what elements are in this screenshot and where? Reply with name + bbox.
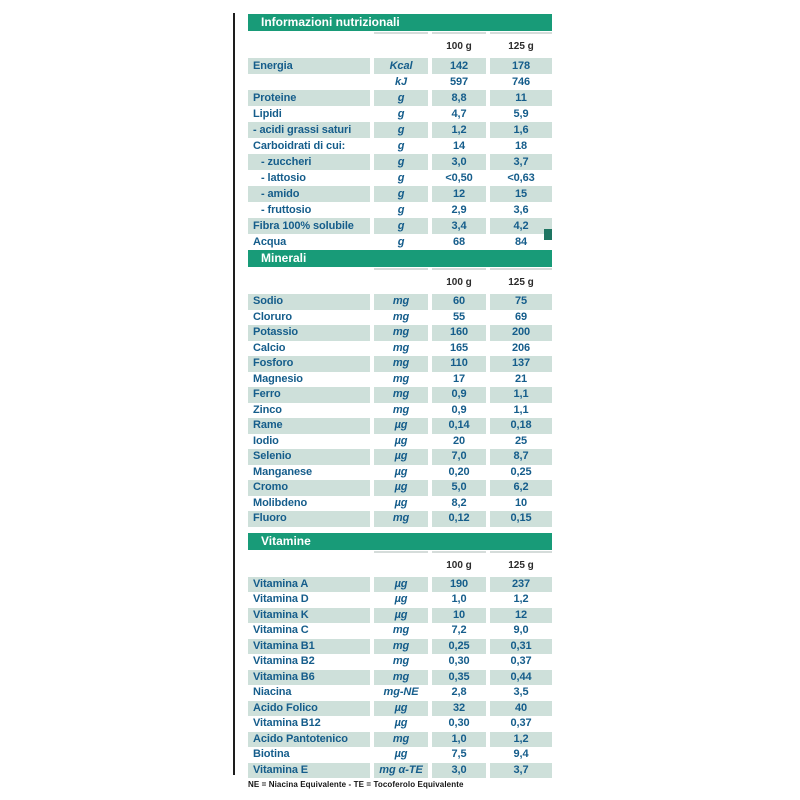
- table-section: [248, 533, 552, 779]
- row-value-100g: 3,4: [432, 218, 486, 234]
- row-name: Biotina: [253, 748, 290, 760]
- row-value-125g: 0,37: [510, 717, 532, 729]
- row-value-100g: 8,2: [451, 496, 467, 509]
- row-value-125g: 1,1: [513, 403, 529, 416]
- row-name: Vitamina B1: [248, 639, 370, 655]
- table-row: [248, 154, 552, 170]
- row-value-125g: 40: [490, 701, 552, 717]
- row-unit: mg α-TE: [374, 763, 428, 779]
- table-row: [248, 122, 552, 138]
- column-header-spacer: [248, 276, 370, 290]
- section-rows: [248, 58, 552, 250]
- row-value-100g: 4,7: [451, 108, 467, 120]
- row-unit: µg: [394, 748, 408, 760]
- row-unit: g: [397, 236, 405, 248]
- row-unit: g: [397, 140, 405, 152]
- row-unit: mg: [374, 387, 428, 403]
- row-value-100g: 0,30: [448, 717, 470, 729]
- row-name: Vitamina B12: [253, 717, 321, 729]
- table-row: [248, 202, 552, 218]
- row-value-125g: 15: [490, 186, 552, 202]
- row-value-100g: 2,9: [451, 204, 467, 216]
- row-value-100g: 2,8: [451, 686, 467, 698]
- row-unit: mg: [392, 655, 410, 667]
- row-value-100g: 1,0: [451, 593, 467, 605]
- row-value-125g: 84: [514, 236, 528, 248]
- table-section: [248, 14, 552, 250]
- column-header-100g: 100 g: [446, 559, 472, 571]
- table-row: [248, 74, 552, 90]
- row-unit: mg: [374, 511, 428, 527]
- column-header-125g: 125 g: [508, 277, 534, 288]
- row-value-100g: 32: [432, 701, 486, 717]
- row-name: Vitamina E: [248, 763, 370, 779]
- table-row: [248, 511, 552, 527]
- row-unit: g: [374, 122, 428, 138]
- row-unit: g: [374, 218, 428, 234]
- row-value-100g: 165: [449, 341, 469, 354]
- row-value-125g: 3,5: [513, 686, 529, 698]
- row-name: Vitamina A: [248, 577, 370, 593]
- row-unit: mg-NE: [383, 686, 419, 698]
- section-title: Minerali: [261, 251, 307, 265]
- row-name: Carboidrati di cui:: [253, 140, 346, 152]
- row-value-100g: 0,25: [432, 639, 486, 655]
- table-row: [248, 218, 552, 234]
- column-header-spacer: [374, 40, 428, 54]
- row-value-125g: 9,4: [513, 748, 529, 760]
- row-unit: mg: [392, 310, 410, 323]
- row-name: Acido Folico: [248, 701, 370, 717]
- table-row: [248, 449, 552, 465]
- row-value-100g: 0,14: [432, 418, 486, 434]
- section-header-bar: [248, 250, 552, 267]
- row-name: Vitamina B6: [248, 670, 370, 686]
- row-unit: mg: [392, 624, 410, 636]
- row-value-100g: 0,30: [448, 655, 470, 667]
- column-header-100g: 100 g: [446, 41, 472, 52]
- row-unit: g: [397, 204, 405, 216]
- column-header-spacer: [374, 559, 428, 573]
- row-value-125g: 6,2: [490, 480, 552, 496]
- footnote: NE = Niacina Equivalente - TE = Tocoferolo Equivalente: [248, 780, 464, 789]
- row-unit: µg: [374, 480, 428, 496]
- row-name: Calcio: [253, 341, 286, 354]
- column-header-row: [248, 40, 552, 54]
- row-unit: g: [374, 154, 428, 170]
- row-unit: g: [374, 90, 428, 106]
- row-name: Vitamina B2: [253, 655, 315, 667]
- row-name: - acidi grassi saturi: [248, 122, 370, 138]
- row-name: Niacina: [253, 686, 292, 698]
- row-value-100g: 110: [432, 356, 486, 372]
- row-unit: µg: [374, 608, 428, 624]
- row-name: Magnesio: [253, 372, 303, 385]
- row-value-125g: 3,6: [513, 204, 529, 216]
- table-row: [248, 716, 552, 732]
- table-row: [248, 170, 552, 186]
- table-row: [248, 356, 552, 372]
- row-unit: µg: [374, 418, 428, 434]
- table-row: [248, 747, 552, 763]
- row-value-100g: 7,2: [451, 624, 467, 636]
- column-header-row: [248, 276, 552, 290]
- column-header-125g: 125 g: [508, 559, 534, 571]
- table-row: [248, 403, 552, 419]
- table-row: [248, 234, 552, 250]
- row-value-125g: 12: [490, 608, 552, 624]
- row-value-125g: 18: [514, 140, 528, 152]
- section-header-bar: [248, 14, 552, 31]
- row-value-125g: 4,2: [490, 218, 552, 234]
- scan-shadow: [248, 32, 552, 34]
- row-name: Potassio: [248, 325, 370, 341]
- table-row: [248, 608, 552, 624]
- row-value-125g: 0,31: [490, 639, 552, 655]
- row-value-125g: 10: [514, 496, 528, 509]
- row-name: Vitamina D: [253, 593, 309, 605]
- table-row: [248, 577, 552, 593]
- scan-shadow: [248, 551, 552, 553]
- row-value-100g: 142: [432, 58, 486, 74]
- row-name: Molibdeno: [253, 496, 308, 509]
- row-name: Vitamina C: [253, 624, 309, 636]
- row-value-125g: 1,6: [490, 122, 552, 138]
- row-value-100g: 7,5: [451, 748, 467, 760]
- row-value-100g: 14: [452, 140, 466, 152]
- row-unit: mg: [374, 639, 428, 655]
- row-value-125g: 0,37: [510, 655, 532, 667]
- row-name: Energia: [248, 58, 370, 74]
- row-value-125g: 1,2: [513, 593, 529, 605]
- row-name: Selenio: [248, 449, 370, 465]
- row-name: - amido: [248, 186, 370, 202]
- table-row: [248, 58, 552, 74]
- section-title: Vitamine: [261, 533, 311, 548]
- row-value-100g: 0,35: [432, 670, 486, 686]
- table-row: [248, 496, 552, 512]
- row-value-100g: 68: [452, 236, 466, 248]
- row-value-100g: 0,9: [451, 403, 467, 416]
- row-name: - zuccheri: [248, 154, 370, 170]
- row-name: Proteine: [248, 90, 370, 106]
- row-value-125g: 0,18: [490, 418, 552, 434]
- nutrition-table: [248, 14, 552, 778]
- table-row: [248, 465, 552, 481]
- row-unit: g: [397, 172, 405, 184]
- row-value-125g: 75: [490, 294, 552, 310]
- column-header-spacer: [374, 276, 428, 290]
- row-value-100g: 60: [432, 294, 486, 310]
- row-name: Fibra 100% solubile: [248, 218, 370, 234]
- row-value-125g: 3,7: [490, 154, 552, 170]
- row-value-100g: 8,8: [432, 90, 486, 106]
- table-row: [248, 763, 552, 779]
- row-value-100g: 7,0: [432, 449, 486, 465]
- row-value-125g: 9,0: [513, 624, 529, 636]
- row-value-100g: 1,0: [432, 732, 486, 748]
- row-name: [248, 74, 370, 90]
- row-value-100g: 0,9: [432, 387, 486, 403]
- table-row: [248, 480, 552, 496]
- section-rows: [248, 294, 552, 527]
- row-unit: µg: [394, 434, 408, 447]
- row-value-100g: 12: [432, 186, 486, 202]
- row-unit: µg: [394, 465, 408, 478]
- column-header-row: [248, 559, 552, 573]
- row-value-100g: 190: [432, 577, 486, 593]
- row-name: - fruttosio: [261, 204, 312, 216]
- table-row: [248, 418, 552, 434]
- row-value-125g: 200: [490, 325, 552, 341]
- section-header-bar: [248, 533, 552, 550]
- row-unit: mg: [392, 372, 410, 385]
- row-name: Zinco: [253, 403, 282, 416]
- row-unit: µg: [374, 577, 428, 593]
- row-name: Manganese: [253, 465, 313, 478]
- row-value-125g: 25: [514, 434, 528, 447]
- row-value-125g: <0,63: [507, 172, 535, 184]
- table-row: [248, 639, 552, 655]
- left-border-line: [233, 13, 235, 775]
- row-value-100g: 597: [449, 76, 469, 88]
- row-value-125g: 0,44: [490, 670, 552, 686]
- row-unit: kJ: [394, 76, 408, 88]
- row-value-125g: 11: [490, 90, 552, 106]
- row-name: - lattosio: [261, 172, 306, 184]
- row-value-100g: 0,20: [448, 465, 470, 478]
- row-name: Acqua: [253, 236, 287, 248]
- section-title: Informazioni nutrizionali: [261, 15, 400, 29]
- table-row: [248, 685, 552, 701]
- row-unit: µg: [394, 593, 408, 605]
- table-row: [248, 623, 552, 639]
- table-row: [248, 186, 552, 202]
- row-unit: g: [397, 108, 405, 120]
- row-value-125g: 1,2: [490, 732, 552, 748]
- table-row: [248, 294, 552, 310]
- row-name: Iodio: [253, 434, 279, 447]
- row-value-100g: 20: [452, 434, 466, 447]
- row-value-100g: 1,2: [432, 122, 486, 138]
- row-value-125g: 237: [490, 577, 552, 593]
- table-row: [248, 592, 552, 608]
- row-value-125g: 5,9: [513, 108, 529, 120]
- row-unit: g: [374, 186, 428, 202]
- row-value-100g: 3,0: [432, 154, 486, 170]
- row-name: Fluoro: [248, 511, 370, 527]
- table-row: [248, 670, 552, 686]
- table-row: [248, 732, 552, 748]
- row-value-100g: 3,0: [432, 763, 486, 779]
- row-value-100g: 55: [452, 310, 466, 323]
- row-value-125g: 1,1: [490, 387, 552, 403]
- row-value-125g: 69: [514, 310, 528, 323]
- table-row: [248, 341, 552, 357]
- row-value-125g: 206: [511, 341, 531, 354]
- row-value-125g: 137: [490, 356, 552, 372]
- row-name: Acido Pantotenico: [248, 732, 370, 748]
- table-row: [248, 372, 552, 388]
- column-header-spacer: [248, 559, 370, 573]
- row-value-125g: 0,25: [510, 465, 532, 478]
- row-name: Sodio: [248, 294, 370, 310]
- row-value-125g: 21: [514, 372, 528, 385]
- table-row: [248, 106, 552, 122]
- row-name: Vitamina K: [248, 608, 370, 624]
- row-name: Cloruro: [253, 310, 293, 323]
- row-value-125g: 0,15: [490, 511, 552, 527]
- row-unit: mg: [374, 356, 428, 372]
- row-value-100g: <0,50: [445, 172, 473, 184]
- row-unit: mg: [374, 670, 428, 686]
- column-header-125g: 125 g: [508, 41, 534, 52]
- table-row: [248, 310, 552, 326]
- row-value-125g: 746: [511, 76, 531, 88]
- row-unit: mg: [392, 403, 410, 416]
- table-section: [248, 250, 552, 527]
- row-unit: µg: [374, 701, 428, 717]
- row-value-100g: 5,0: [432, 480, 486, 496]
- table-row: [248, 325, 552, 341]
- row-name: Cromo: [248, 480, 370, 496]
- row-name: Ferro: [248, 387, 370, 403]
- row-unit: µg: [394, 496, 408, 509]
- row-name: Lipidi: [253, 108, 282, 120]
- row-unit: µg: [394, 717, 408, 729]
- row-unit: Kcal: [374, 58, 428, 74]
- row-value-100g: 10: [432, 608, 486, 624]
- row-value-100g: 17: [452, 372, 466, 385]
- row-unit: mg: [374, 732, 428, 748]
- row-value-100g: 160: [432, 325, 486, 341]
- column-header-100g: 100 g: [446, 277, 472, 288]
- row-value-100g: 0,12: [432, 511, 486, 527]
- table-row: [248, 387, 552, 403]
- row-unit: mg: [374, 325, 428, 341]
- row-value-125g: 8,7: [490, 449, 552, 465]
- column-header-spacer: [248, 40, 370, 54]
- row-unit: mg: [392, 341, 410, 354]
- row-value-125g: 178: [490, 58, 552, 74]
- row-value-125g: 3,7: [490, 763, 552, 779]
- row-unit: µg: [374, 449, 428, 465]
- section-corner-mark: [544, 229, 552, 240]
- row-name: Fosforo: [248, 356, 370, 372]
- table-row: [248, 654, 552, 670]
- table-row: [248, 90, 552, 106]
- table-row: [248, 138, 552, 154]
- row-unit: mg: [374, 294, 428, 310]
- scan-shadow: [248, 268, 552, 270]
- section-rows: [248, 577, 552, 779]
- row-name: Rame: [248, 418, 370, 434]
- table-row: [248, 701, 552, 717]
- table-row: [248, 434, 552, 450]
